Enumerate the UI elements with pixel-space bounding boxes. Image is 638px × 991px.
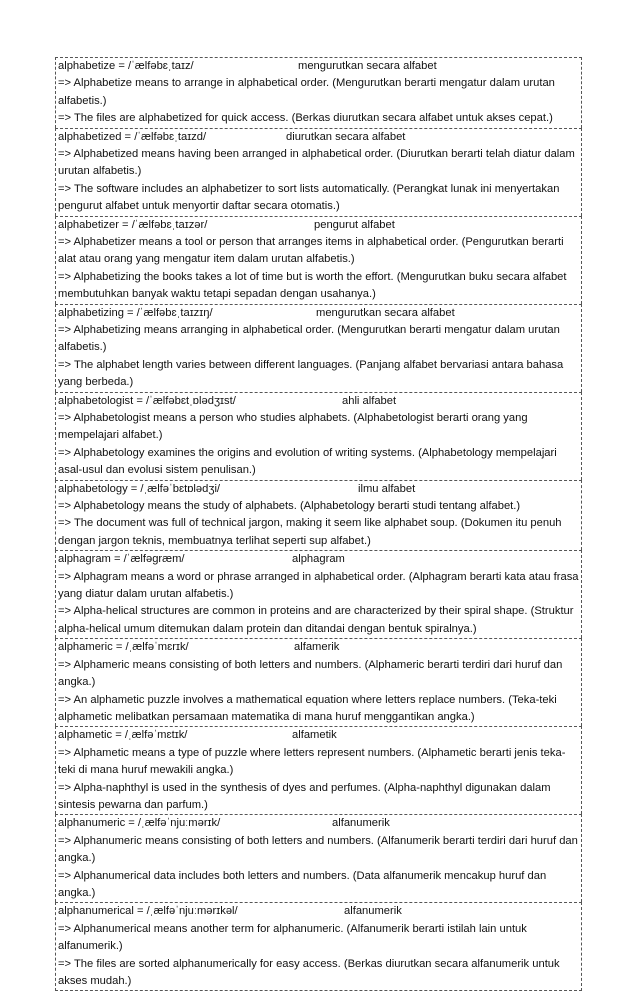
dictionary-entry xyxy=(55,726,582,814)
headword-pronunciation: alphabetizing = /ˈælfəbɛˌtaɪzɪŋ/ xyxy=(58,306,213,319)
headword-pronunciation: alphameric = /ˌælfəˈmɛrɪk/ xyxy=(58,641,189,654)
example-sentence: => Alphanumeric means consisting of both letters and numbers. (Alfanumerik berarti terdiri dari huruf dan angka.) xyxy=(58,834,578,865)
headword-pronunciation: alphabetologist = /ˈælfəbɛtˌɒlədʒɪst/ xyxy=(58,394,236,407)
example-sentence: => Alphagram means a word or phrase arranged in alphabetical order. (Alphagram berarti kata atau frasa yang diatur dalam urutan alfabetis.) xyxy=(58,570,579,601)
example-sentence: => Alphabetize means to arrange in alphabetical order. (Mengurutkan berarti mengatur dalam urutan alfabetis.) xyxy=(58,77,555,107)
dictionary-entry xyxy=(55,550,582,638)
indonesian-meaning: ilmu alfabet xyxy=(358,482,416,495)
example-sentence: => Alphameric means consisting of both letters and numbers. (Alphameric berarti terdiri dari huruf dan angka.) xyxy=(58,658,563,689)
dictionary-entry xyxy=(55,392,582,480)
example-sentence: => Alpha-naphthyl is used in the synthesis of dyes and perfumes. (Alpha-naphthyl digunakan dalam sintesis pewarna dan parfum.) xyxy=(58,781,551,811)
entry-header xyxy=(58,217,579,234)
dictionary-entry xyxy=(55,814,582,902)
example-sentence: => Alphabetizing the books takes a lot of time but is worth the effort. (Mengurutkan buku secara alfabet membutuhkan banyak waktu tetapi sepadan dengan usahanya.) xyxy=(58,270,567,301)
indonesian-meaning: diurutkan secara alfabet xyxy=(286,130,406,143)
example-sentence: => Alphabetology examines the origins and evolution of writing systems. (Alphabetology mempelajari asal-usul dan evolusi sistem penulisan.) xyxy=(58,446,557,477)
indonesian-meaning: alfanumerik xyxy=(332,817,390,830)
headword-pronunciation: alphanumerical = /ˌælfəˈnjuːmərɪkəl/ xyxy=(58,905,238,918)
headword-pronunciation: alphabetize = /ˈælfəbɛˌtaɪz/ xyxy=(58,60,194,72)
dictionary-entry xyxy=(55,480,582,551)
vocabulary-document xyxy=(55,57,582,991)
example-sentence: => Alphametic means a type of puzzle where letters represent numbers. (Alphametic berarti jenis teka-teki di mana huruf mewakili angka.) xyxy=(58,746,566,777)
dictionary-entry xyxy=(55,304,582,392)
example-sentence: => The software includes an alphabetizer to sort lists automatically. (Perangkat lunak ini menyertakan pengurut alfabet untuk menyortir daftar secara otomatis.) xyxy=(58,182,560,213)
example-sentence: => An alphametic puzzle involves a mathematical equation where letters replace numbers. (Teka-teki alphametic melibatkan persamaan matematika di mana huruf menggantikan angka.) xyxy=(58,693,557,723)
headword-pronunciation: alphabetized = /ˈælfəbɛˌtaɪzd/ xyxy=(58,130,207,143)
example-sentence: => Alphanumerical data includes both letters and numbers. (Data alfanumerik mencakup huruf dan angka.) xyxy=(58,869,547,899)
example-sentence: => The files are alphabetized for quick access. (Berkas diurutkan secara alfabet untuk akses cepat.) xyxy=(58,112,553,125)
headword-pronunciation: alphagram = /ˈælfəgræm/ xyxy=(58,553,185,566)
indonesian-meaning: alphagram xyxy=(292,553,345,566)
entry-header xyxy=(58,727,579,744)
entry-header xyxy=(58,305,579,322)
dictionary-entry xyxy=(55,638,582,726)
indonesian-meaning: mengurutkan secara alfabet xyxy=(316,306,455,319)
indonesian-meaning: mengurutkan secara alfabet xyxy=(298,60,437,72)
indonesian-meaning: alfametik xyxy=(292,729,337,742)
indonesian-meaning: pengurut alfabet xyxy=(314,218,395,231)
headword-pronunciation: alphanumeric = /ˌælfəˈnjuːmərɪk/ xyxy=(58,817,221,830)
example-sentence: => Alphabetologist means a person who studies alphabets. (Alphabetologist berarti orang yang mempelajari alfabet.) xyxy=(58,412,528,442)
entry-header xyxy=(58,129,579,146)
example-sentence: => Alphabetizing means arranging in alphabetical order. (Mengurutkan berarti mengatur dalam urutan alfabetis.) xyxy=(58,324,560,354)
example-sentence: => Alphabetology means the study of alphabets. (Alphabetology berarti studi tentang alfabet.) xyxy=(58,500,521,513)
headword-pronunciation: alphametic = /ˌælfəˈmɛtɪk/ xyxy=(58,729,188,742)
entry-header xyxy=(58,903,579,920)
entry-header xyxy=(58,481,579,498)
headword-pronunciation: alphabetology = /ˌælfəˈbɛtɒlədʒi/ xyxy=(58,482,221,495)
dictionary-entry xyxy=(55,216,582,304)
entry-header xyxy=(58,815,579,832)
example-sentence: => Alpha-helical structures are common in proteins and are characterized by their spiral shape. (Struktur alpha-helical umum ditemukan dalam protein dan ditandai dengan bentuk spiralnya.) xyxy=(58,605,574,635)
entry-header xyxy=(58,551,579,568)
dictionary-entry xyxy=(55,57,582,128)
entry-header xyxy=(58,58,579,75)
dictionary-entry xyxy=(55,902,582,991)
example-sentence: => Alphabetized means having been arranged in alphabetical order. (Diurutkan berarti telah diatur dalam urutan alfabetis.) xyxy=(58,148,575,178)
example-sentence: => The alphabet length varies between different languages. (Panjang alfabet bervariasi antara bahasa yang berbeda.) xyxy=(58,358,564,389)
dictionary-entry xyxy=(55,128,582,216)
indonesian-meaning: ahli alfabet xyxy=(342,394,397,407)
entry-header xyxy=(58,393,579,410)
example-sentence: => The document was full of technical jargon, making it seem like alphabet soup. (Dokumen itu penuh dengan jargon teknis, membuatnya terlihat seperti sup alfabet.) xyxy=(58,517,562,547)
entry-header xyxy=(58,639,579,656)
example-sentence: => The files are sorted alphanumerically for easy access. (Berkas diurutkan secara alfanumerik untuk akses mudah.) xyxy=(58,957,560,987)
example-sentence: => Alphanumerical means another term for alphanumeric. (Alfanumerik berarti istilah lain untuk alfanumerik.) xyxy=(58,922,527,953)
indonesian-meaning: alfanumerik xyxy=(344,905,402,918)
indonesian-meaning: alfamerik xyxy=(294,641,340,654)
headword-pronunciation: alphabetizer = /ˈælfəbɛˌtaɪzər/ xyxy=(58,218,208,231)
example-sentence: => Alphabetizer means a tool or person that arranges items in alphabetical order. (Pengurutkan berarti alat atau orang yang mengatur item dalam urutan alfabetis.) xyxy=(58,236,564,266)
